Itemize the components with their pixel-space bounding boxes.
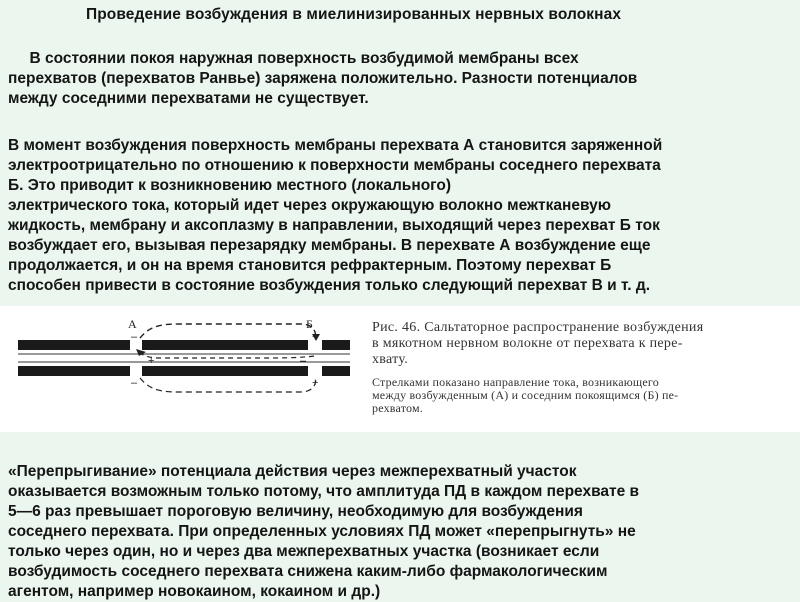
text-line: 5—6 раз превышает пороговую величину, необходимую для возбуждения [8, 503, 583, 520]
caption-main [372, 320, 784, 368]
svg-text:+: + [148, 355, 155, 367]
text-line: возбуждает его, вызывая перезарядку мембраны. В перехвате А возбуждение еще [8, 237, 651, 254]
caption-line: рехватом. [372, 401, 423, 415]
charge-signs [131, 331, 318, 389]
text-line: жидкость, мембрану и аксоплазму в направлении, выходящий через перехват Б ток [8, 217, 660, 234]
current-path-outer [140, 324, 316, 338]
text-line: соседнего перехвата. При определенных условиях ПД может «перепрыгнуть» не [8, 523, 636, 540]
svg-text:+: + [312, 331, 319, 343]
svg-text:–: – [131, 331, 138, 343]
svg-text:+: + [312, 377, 319, 389]
paragraph-resting-state [8, 49, 788, 109]
text-line: В состоянии покоя наружная поверхность возбудимой мембраны всех [8, 50, 579, 67]
text-line: В момент возбуждения поверхность мембраны перехвата А становится заряженной [8, 137, 663, 154]
svg-text:–: – [131, 377, 138, 389]
caption-line: хвату. [372, 352, 409, 367]
text-line: «Перепрыгивание» потенциала действия через межперехватный участок [8, 463, 577, 480]
caption-line: Стрелками показано направление тока, возникающего [372, 375, 659, 389]
text-line: способен привести в состояние возбуждения только следующий перехват В и т. д. [8, 277, 651, 294]
caption-line: в мякотном нервном волокне от перехвата к пере- [372, 336, 683, 351]
current-path-inner [138, 352, 314, 358]
text-line: электрического тока, который идет через окружающую волокно межтканевую [8, 197, 611, 214]
text-line: продолжается, и он на время становится рефрактерным. Поэтому перехват Б [8, 257, 612, 274]
node-label-a: А [128, 317, 137, 331]
text-line: электроотрицательно по отношению к поверхности мембраны соседнего перехвата [8, 157, 661, 174]
text-line: оказывается возможным только потому, что амплитуда ПД в каждом перехвате в [8, 483, 640, 500]
arrow-head-icon [136, 349, 146, 356]
figure-caption [372, 320, 784, 415]
page-title: Проведение возбуждения в миелинизированных нервных волокнах [86, 6, 622, 23]
caption-note [372, 376, 784, 415]
figure-saltatory-conduction [0, 306, 800, 432]
current-path-lower [140, 377, 319, 392]
text-line: перехватов (перехватов Ранвье) заряжена положительно. Разности потенциалов [8, 70, 638, 87]
svg-text:–: – [300, 355, 307, 367]
text-line: между соседними перехватами не существует. [8, 90, 369, 107]
caption-line: между возбужденным (А) и соседним покоящимся (Б) пе- [372, 388, 679, 402]
nerve-fiber-diagram [0, 306, 370, 432]
text-line: только через один, но и через два межперехватных участка (возникает если [8, 543, 600, 560]
paragraph-excitation-moment [8, 136, 788, 296]
text-line: возбудимость соседнего перехвата снижена каким-либо фармакологическим [8, 563, 608, 580]
text-line: агентом, например новокаином, кокаином и др.) [8, 583, 381, 600]
paragraph-jumping [8, 462, 788, 602]
caption-line: Рис. 46. Сальтаторное распространение возбуждения [372, 320, 704, 335]
node-label-b: Б [306, 317, 313, 331]
text-line: Б. Это приводит к возникновению местного (локального) [8, 177, 452, 194]
